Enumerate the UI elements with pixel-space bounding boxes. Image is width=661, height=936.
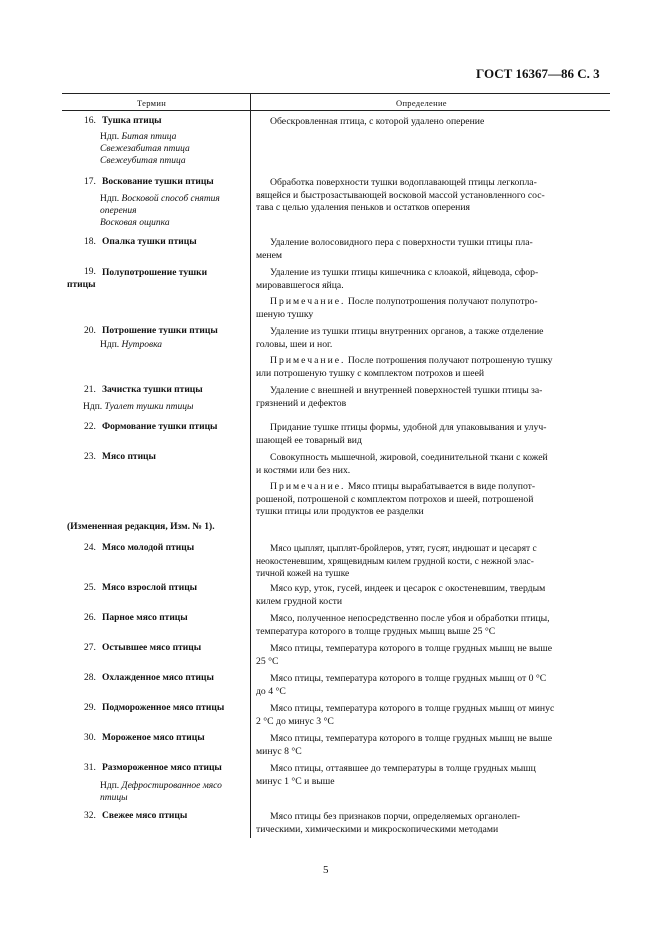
amendment-note: (Измененная редакция, Изм. № 1). — [67, 522, 215, 532]
entry-number: 16. — [84, 116, 96, 126]
entry-number: 25. — [84, 583, 96, 593]
entry-number: 23. — [84, 452, 96, 462]
column-header-term: Термин — [137, 98, 167, 108]
entry-term: Мороженое мясо птицы — [102, 733, 205, 743]
entry-synonyms: Ндп. Восковой способ снятия оперения Восковая ощипка — [100, 194, 220, 228]
entry-term: Размороженное мясо птицы — [102, 763, 222, 773]
entry-synonyms: Ндп. Дефростированное мясо птицы — [100, 781, 222, 803]
entry-number: 17. — [84, 177, 96, 187]
entry-definition: Мясо кур, уток, гусей, индеек и цесарок с окостеневшим, твердым килем грудной кости — [256, 583, 546, 607]
entry-number: 20. — [84, 326, 96, 336]
entry-number: 32. — [84, 811, 96, 821]
entry-number: 28. — [84, 673, 96, 683]
entry-definition: Обескровленная птица, с которой удалено оперение — [270, 116, 485, 127]
entry-number: 26. — [84, 613, 96, 623]
entry-term: Опалка тушки птицы — [102, 237, 197, 247]
entry-synonyms: Ндп. Нутровка — [100, 340, 163, 350]
entry-term: Потрошение тушки птицы — [102, 326, 218, 336]
entry-note: Примечание. После полупотрошения получают полупотро- шеную тушку — [256, 296, 538, 320]
entry-number: 22. — [84, 422, 96, 432]
column-header-definition: Определение — [396, 98, 447, 108]
entry-term: Формование тушки птицы — [102, 422, 218, 432]
entry-term: Тушка птицы — [102, 116, 162, 126]
entry-definition: Мясо цыплят, цыплят-бройлеров, утят, гусят, индюшат и цесарят с неокостеневшим, хрящевидным килем грудной кости, с нежной элас- тичной кожей на тушке — [256, 544, 537, 579]
page-header: ГОСТ 16367—86 С. 3 — [476, 66, 600, 81]
entry-number: 21. — [84, 385, 96, 395]
entry-number: 29. — [84, 703, 96, 713]
entry-definition: Обработка поверхности тушки водоплавающей птицы легкопла- вящейся и быстрозастывающей восковой массой установленного сос- тава с целью удаления пеньков и остатков оперения — [256, 177, 545, 213]
entry-synonyms: Ндп. Туалет тушки птицы — [83, 402, 194, 412]
entry-number: 30. — [84, 733, 96, 743]
entry-number: 19. — [84, 267, 96, 277]
entry-definition: Придание тушке птицы формы, удобной для упаковывания и улуч- шающей ее товарный вид — [256, 422, 547, 446]
entry-definition: Мясо птицы, температура которого в толще грудных мышц от минус 2 °С до минус 3 °С — [256, 703, 555, 727]
entry-definition: Мясо птицы без признаков порчи, определяемых органолеп- тическими, химическими и микроскопическими методами — [256, 811, 521, 835]
entry-synonyms: Ндп. Битая птица Свежезабитая птица Свежеубитая птица — [100, 132, 190, 166]
entry-definition: Совокупность мышечной, жировой, соединительной ткани с кожей и костями или без них. — [256, 452, 548, 476]
entry-term: Мясо молодой птицы — [102, 543, 195, 553]
entry-note: Примечание. После потрошения получают потрошеную тушку или потрошеную тушку с комплектом потрохов и шеей — [256, 355, 553, 379]
entry-note: Примечание. Мясо птицы вырабатывается в виде полупот- рошеной, потрошеной с комплектом потрохов и шеей, потрошеной тушки птицы или продуктов ее разделки — [256, 481, 536, 517]
entry-term: Свежее мясо птицы — [102, 811, 188, 821]
column-divider — [250, 93, 251, 838]
table-header-rule — [62, 110, 610, 111]
entry-term: Парное мясо птицы — [102, 613, 188, 623]
entry-definition: Мясо, полученное непосредственно после убоя и обработки птицы, температура которого в толще грудных мышц выше 25 °С — [256, 613, 550, 637]
entry-definition: Мясо птицы, температура которого в толще грудных мышц не выше 25 °С — [256, 643, 552, 667]
entry-definition: Удаление из тушки птицы кишечника с клоакой, яйцевода, сфор- мировавшегося яйца. — [256, 267, 539, 291]
entry-term: Полупотрошение тушки птицы — [67, 268, 208, 290]
entry-number: 27. — [84, 643, 96, 653]
entry-definition: Мясо птицы, оттаявшее до температуры в толще грудных мышц минус 1 °С и выше — [256, 763, 536, 787]
entry-term: Мясо взрослой птицы — [102, 583, 198, 593]
entry-term: Подмороженное мясо птицы — [102, 703, 225, 713]
entry-term: Охлажденное мясо птицы — [102, 673, 214, 683]
entry-definition: Мясо птицы, температура которого в толще грудных мышц от 0 °С до 4 °С — [256, 673, 547, 697]
entry-definition: Удаление волосовидного пера с поверхности тушки птицы пла- менем — [256, 237, 533, 261]
entry-number: 24. — [84, 543, 96, 553]
entry-number: 18. — [84, 237, 96, 247]
entry-term: Зачистка тушки птицы — [102, 385, 203, 395]
table-top-rule — [62, 93, 610, 94]
entry-term: Остывшее мясо птицы — [102, 643, 202, 653]
entry-term: Мясо птицы — [102, 452, 156, 462]
page-number: 5 — [323, 864, 329, 876]
entry-definition: Удаление из тушки птицы внутренних органов, а также отделение головы, шеи и ног. — [256, 326, 544, 350]
entry-definition: Удаление с внешней и внутренней поверхностей тушки птицы за- грязнений и дефектов — [256, 385, 543, 409]
entry-definition: Мясо птицы, температура которого в толще грудных мышц не выше минус 8 °С — [256, 733, 552, 757]
entry-number: 31. — [84, 763, 96, 773]
entry-term: Воскование тушки птицы — [102, 177, 214, 187]
